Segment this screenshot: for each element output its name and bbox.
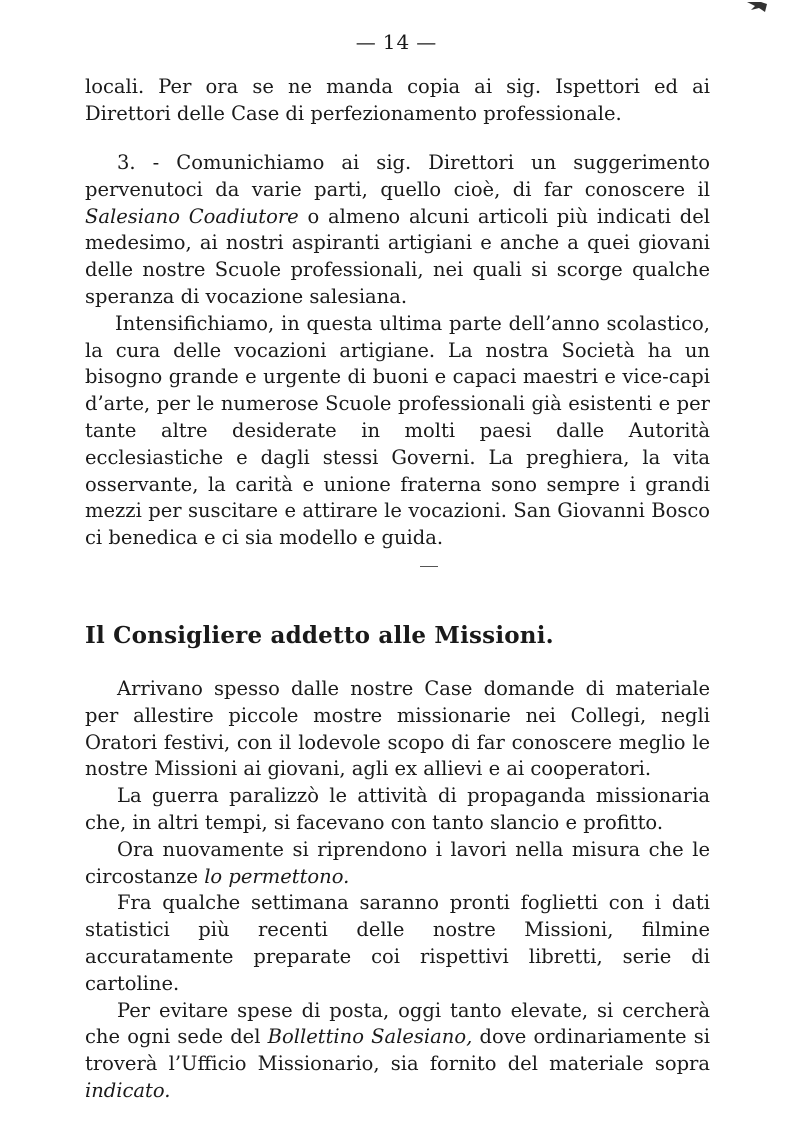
missions-paragraph-5-italic-end: indicato. — [85, 1078, 171, 1102]
paragraph-3-part-1: 3. - Comunichiamo ai sig. Direttori un suggerimento pervenutoci da varie parti, quello cioè, di far conoscere il — [85, 151, 710, 201]
paragraph-3 — [85, 150, 710, 552]
top-paragraph-text: locali. Per ora se ne manda copia ai sig. Ispettori ed ai Direttori delle Case di perfezionamento professionale. — [85, 75, 710, 125]
missions-paragraph-5-part-1: Per evitare spese di posta, oggi tanto elevate, si cercherà che ogni sede del — [85, 998, 710, 1049]
page-number-dash-right: — — [416, 30, 438, 54]
missions-section-body — [85, 676, 710, 1105]
ink-mark-icon — [745, 0, 769, 14]
section-title: Il Consigliere addetto alle Missioni. — [85, 622, 554, 649]
missions-paragraph-1: Arrivano spesso dalle nostre Case domande di materiale per allestire piccole mostre missionarie nei Collegi, negli Oratori festivi, con il lodevole scopo di far conoscere meglio le nostre Missioni ai giovani, agli ex allievi e ai cooperatori. — [85, 677, 710, 781]
paragraph-3-italic: Salesiano Coadiutore — [85, 204, 299, 228]
missions-paragraph-5-italic: Bollettino Salesiano, — [267, 1025, 473, 1049]
missions-paragraph-5 — [85, 998, 710, 1105]
section-divider — [420, 566, 438, 567]
top-paragraph — [85, 74, 710, 128]
missions-paragraph-3-italic: lo permettono. — [204, 864, 350, 888]
paragraph-3-part-2: o almeno alcuni articoli più indicati del medesimo, ai nostri aspiranti artigiani e anche a quei giovani delle nostre Scuole professionali, nei quali si scorge qualche speranza di vocazione salesiana. — [85, 204, 710, 308]
missions-paragraph-4: Fra qualche settimana saranno pronti foglietti con i dati statistici più recenti delle nostre Missioni, filmine accuratamente preparate coi rispettivi libretti, serie di cartoline. — [85, 891, 710, 995]
page-number — [0, 30, 793, 54]
page-number-value: 14 — [382, 30, 411, 54]
paragraph-3-text — [85, 150, 710, 311]
page-number-dash-left: — — [355, 30, 377, 54]
missions-paragraph-5-part-2: dove ordinariamente si troverà l’Ufficio Missionario, sia fornito del materiale sopra — [85, 1025, 711, 1076]
missions-paragraph-3 — [85, 837, 710, 891]
missions-paragraph-2: La guerra paralizzò le attività di propaganda missionaria che, in altri tempi, si facevano con tanto slancio e profitto. — [85, 784, 710, 834]
paragraph-intensify-text: Intensifichiamo, in questa ultima parte dell’anno scolastico, la cura delle vocazioni artigiane. La nostra Società ha un bisogno grande e urgente di buoni e capaci maestri e vice-capi d’arte, per le numerose Scuole professionali già esistenti e per tante altre desiderate in molti paesi dalle Autorità ecclesiastiche e dagli stessi Governi. La preghiera, la vita osservante, la carità e unione fraterna sono sempre i grandi mezzi per suscitare e attirare le vocazioni. San Giovanni Bosco ci benedica e ci sia modello e guida. — [85, 311, 710, 550]
missions-paragraph-3-part-1: Ora nuovamente si riprendono i lavori nella misura che le circostanze — [85, 837, 710, 888]
